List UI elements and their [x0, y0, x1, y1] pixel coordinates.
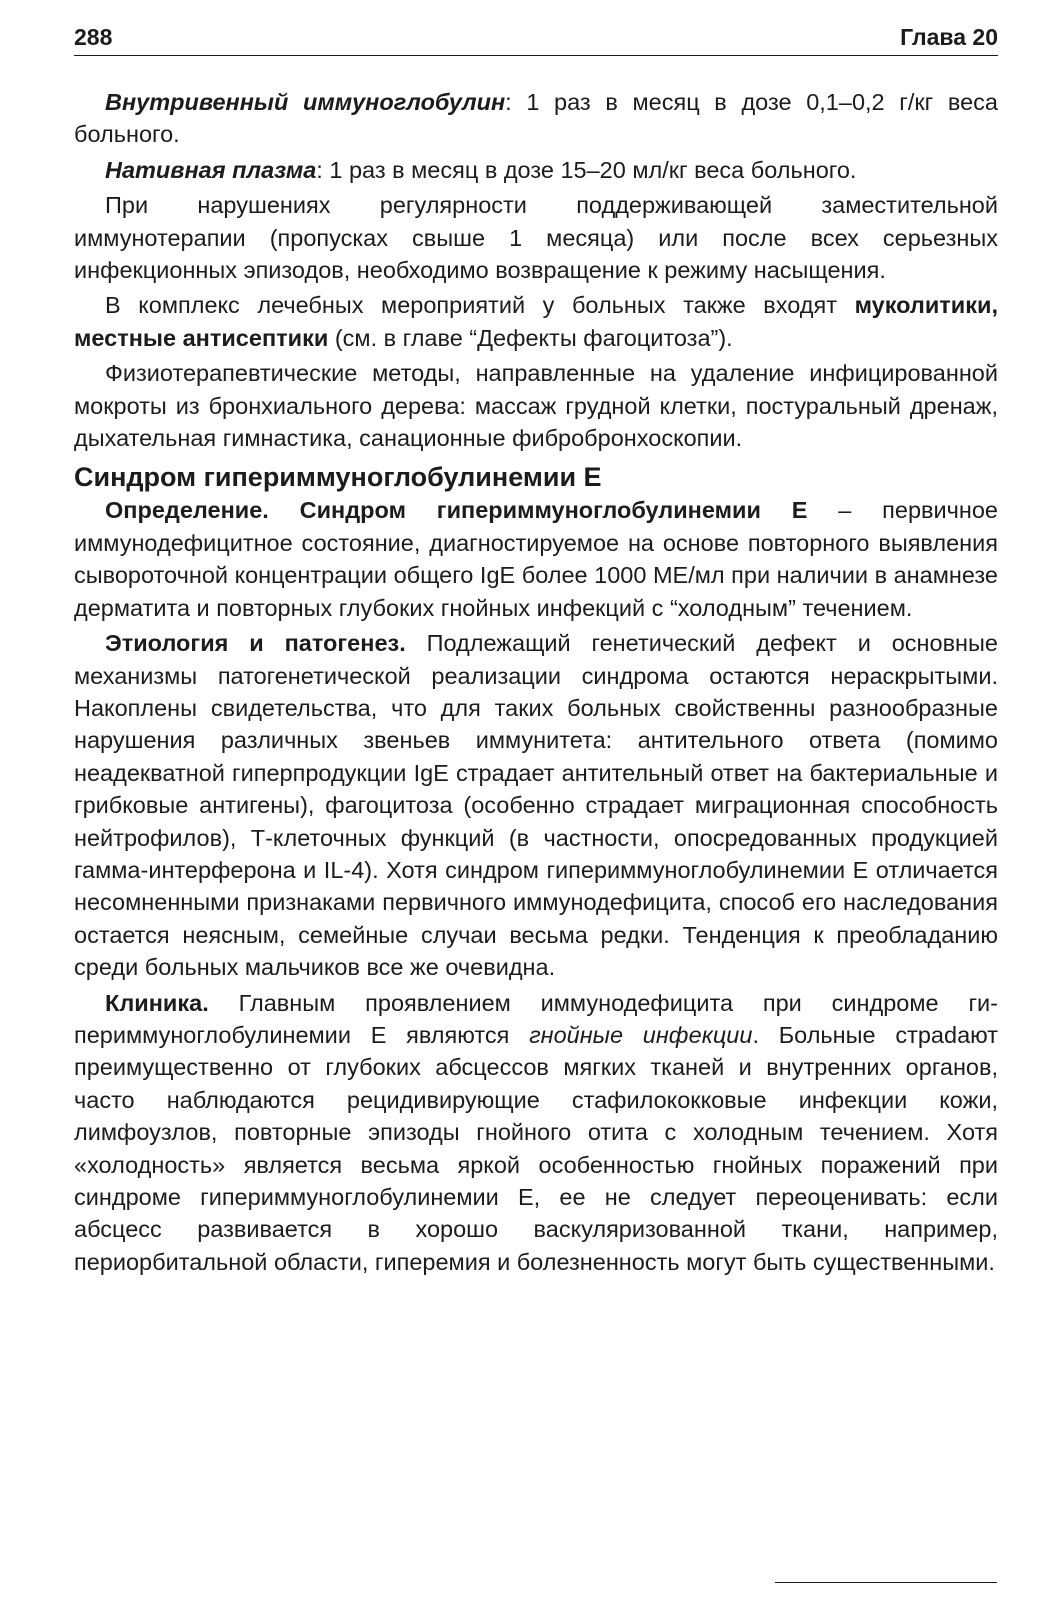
bold-etiology: Этиология и патогенез.	[105, 630, 406, 657]
book-page	[74, 22, 998, 1281]
paragraph-etiology: Этиология и патогенез. Подлежащий генетический дефект и основные механизмы патогенетической реализации синдрома остаются нераскрытыми. Накоплены свидетельства, что для таких больных свойственны разнообразные нарушения различных звеньев иммунитета: антительного ответа (помимо неадекватной гиперпродукции IgE страдает антительный ответ на бактериальные и грибковые антигены), фагоцитоза (особенно страдает миграционная способность нейтрофилов), Т-клеточных функций (в частности, опосредованных продукцией гамма-интерферона и IL-4). Хотя синдром гипериммуноглобулинемии Е отличается несомненными признаками первичного иммунодефицита, способ его наследования остается неясным, семейные случаи весьма редки. Тенденция к преобладанию среди больных мальчиков все же очевидна.	[74, 630, 998, 981]
paragraph-plasma: Нативная плазма: 1 раз в месяц в дозе 15–20 мл/кг веса больного.	[105, 156, 857, 183]
bold-definition: Определение. Синдром гипериммуноглобулинемии Е	[105, 497, 808, 524]
term-plasma: Нативная плазма	[105, 156, 317, 183]
paragraph-clinic: Клиника. Главным проявлением иммунодефицита при синдроме гипериммуноглобулинемии Е являются гнойные инфекции. Больные страdают преимущественно от глубоких абсцессов мягких тканей и внутренних органов, часто наблюдаются рецидивирующие стафилококковые инфекции кожи, лимфоузлов, повторные эпизоды гнойного отита с холодным течением. Хотя «холодность» является весьма яркой особенностью гнойных поражений при синдроме гипериммуноглобулинемии Е, ее не следует переоценивать: если абсцесс развивается в хорошо васкуляризованной ткани, например, периорбитальной области, гиперемия и болезненность могут быть существенными.	[74, 989, 999, 1275]
footnote-rule	[775, 1582, 997, 1583]
page-body	[74, 56, 998, 1278]
paragraph-ivig: Внутривенный иммуноглобулин: 1 раз в месяц в дозе 0,1–0,2 г/кг веса больного.	[74, 89, 998, 148]
running-header	[74, 22, 998, 56]
bold-clinic: Клиника.	[105, 989, 209, 1016]
paragraph-physio: Физиотерапевтические методы, направленные на удаление инфицированной мокроты из бронхиального дерева: массаж грудной клетки, постуральный дренаж, дыхательная гимнастика, санационные фибробронхоскопии.	[74, 360, 998, 452]
paragraph-regularity: При нарушениях регулярности поддерживающей заместительной иммунотерапии (пропусках свыше 1 месяца) или после всех серьезных инфекционных эпизодов, необходимо возвращение к режиму насыщения.	[74, 192, 998, 284]
page-number: 288	[74, 24, 113, 50]
section-heading: Синдром гипериммуноглобулинемии Е	[74, 462, 602, 493]
paragraph-complex: В комплекс лечебных мероприятий у больных также входят муколитики, местные антисептики (см. в главе “Дефекты фагоцитоза”).	[74, 292, 998, 351]
italic-purulent-infections: гнойные инфекции	[529, 1021, 753, 1048]
term-ivig: Внутривенный иммуноглобулин	[105, 89, 506, 115]
paragraph-definition: Определение. Синдром гипериммуноглобулинемии Е – первичное иммунодефицитное состояние, диагностируемое на основе повторного выявления сывороточной концентрации общего IgE более 1000 МЕ/мл при наличии в анамнезе дерматита и повторных глубоких гнойных инфекций с “холодным” течением.	[74, 497, 998, 621]
chapter-title: Глава 20	[900, 24, 998, 50]
bold-mucolytics: муколитики, местные антисептики	[74, 292, 998, 351]
